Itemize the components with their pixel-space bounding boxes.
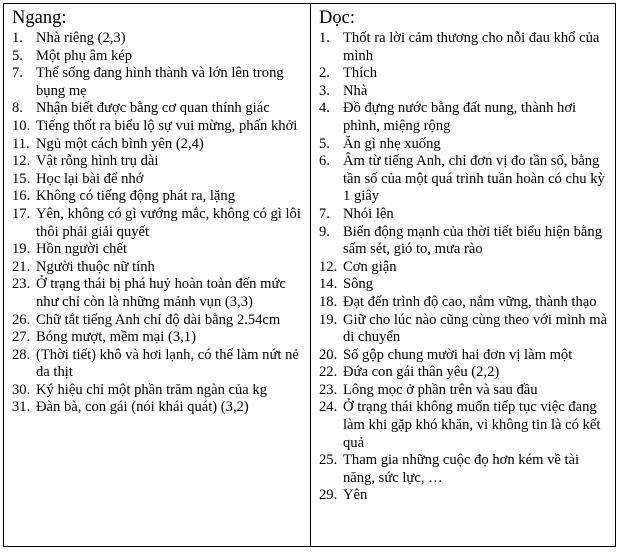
clue-item — [319, 399, 609, 452]
clue-item — [12, 171, 304, 189]
clue-item — [319, 224, 609, 259]
clue-item — [319, 259, 609, 277]
clue-number: 17. — [12, 205, 31, 222]
clue-text: Một phụ âm kép — [36, 47, 133, 64]
clue-number: 6. — [319, 153, 330, 170]
clue-text: Đạt đến trình độ cao, nắm vững, thành thạo — [343, 293, 597, 310]
clue-text: Sông — [343, 276, 374, 293]
down-column — [311, 4, 615, 546]
clue-text: Nhà — [343, 82, 368, 99]
clue-number: 22. — [319, 364, 338, 381]
clue-item — [319, 294, 609, 312]
clue-item — [12, 65, 304, 100]
clue-item — [12, 30, 304, 48]
clue-item — [12, 100, 304, 118]
clue-item — [319, 65, 609, 83]
clue-item — [319, 382, 609, 400]
clue-item — [12, 399, 304, 417]
clue-text: Tham gia những cuộc đọ hơn kém về tài năng, sức lực, … — [343, 452, 580, 486]
clue-text: Nhà riêng (2,3) — [36, 30, 126, 46]
clue-text: Thích — [343, 65, 378, 82]
clue-number: 19. — [319, 311, 338, 328]
clue-number: 7. — [12, 65, 23, 82]
clue-text: Ở trạng thái không muốn tiếp tục việc đang làm khi gặp khó khăn, vì không tin là có kết quả — [343, 399, 601, 451]
clue-item — [12, 136, 304, 154]
clue-item — [319, 153, 609, 206]
clue-number: 14. — [319, 276, 338, 293]
clue-text: Âm từ tiếng Anh, chỉ đơn vị đo tần số, bằng tần số của một quá trình tuần hoàn có chu kỳ 1 giây — [343, 153, 605, 205]
clue-text: Người thuộc nữ tính — [36, 258, 155, 275]
clue-text: Ăn gì nhẹ xuống — [343, 135, 441, 152]
clue-number: 7. — [319, 205, 330, 222]
clue-number: 11. — [12, 135, 30, 152]
clue-text: Vật rỗng hình trụ dài — [36, 153, 159, 170]
clue-item — [319, 206, 609, 224]
clue-item — [12, 382, 304, 400]
clue-item — [319, 276, 609, 294]
clue-text: Lông mọc ở phần trên và sau đầu — [343, 381, 538, 398]
clue-text: Nhói lên — [343, 205, 394, 222]
clue-item — [12, 206, 304, 241]
clue-text: Đồ đựng nước bằng đất nung, thành hơi phình, miệng rộng — [343, 100, 577, 134]
clue-number: 12. — [12, 153, 31, 170]
clue-number: 30. — [12, 381, 31, 398]
clue-item — [12, 312, 304, 330]
clue-item — [319, 487, 609, 505]
clue-text: Bóng mượt, mềm mại (3,1) — [36, 329, 196, 346]
across-clue-list — [12, 30, 304, 417]
clue-number: 10. — [12, 117, 31, 134]
clue-number: 27. — [12, 329, 31, 346]
clue-number: 3. — [319, 82, 330, 99]
clue-number: 25. — [319, 452, 338, 469]
clue-number: 18. — [319, 293, 338, 310]
clue-text: Cơn giận — [343, 258, 397, 275]
clue-number: 2. — [319, 65, 330, 82]
clue-item — [12, 118, 304, 136]
clue-number: 19. — [12, 241, 31, 258]
clue-text: Đứa con gái thân yêu (2,2) — [343, 364, 500, 381]
clue-text: Ở trạng thái bị phá huỷ hoàn toàn đến mức như chỉ còn là những mảnh vụn (3,3) — [36, 276, 286, 310]
clue-item — [12, 241, 304, 259]
clue-item — [12, 259, 304, 277]
clue-text: Giữ cho lúc nào cũng cùng theo với mình mà di chuyển — [343, 311, 608, 346]
clue-number: 28. — [12, 346, 31, 363]
clue-number: 16. — [12, 188, 31, 205]
clue-text: Chữ tắt tiếng Anh chỉ độ dài bằng 2.54cm — [36, 311, 281, 328]
clue-number: 9. — [319, 223, 330, 240]
clue-number: 21. — [12, 258, 31, 275]
clue-text: Biến động mạnh của thời tiết biểu hiện bằng sấm sét, gió to, mưa rào — [343, 223, 602, 258]
clue-number: 5. — [319, 135, 330, 152]
clue-number: 8. — [12, 100, 23, 117]
clue-text: Yên, không có gì vướng mắc, không có gì lôi thôi phải giải quyết — [36, 205, 301, 240]
clue-number: 1. — [319, 30, 330, 46]
clue-text: Đàn bà, con gái (nói khái quát) (3,2) — [36, 399, 249, 416]
clue-number: 23. — [12, 276, 31, 293]
clue-number: 29. — [319, 487, 338, 504]
clue-text: Yên — [343, 487, 368, 504]
clue-text: Số gộp chung mười hai đơn vị làm một — [343, 346, 573, 363]
clue-number: 12. — [319, 258, 338, 275]
clue-text: (Thời tiết) khô và hơi lạnh, có thể làm nứt nẻ da thịt — [36, 346, 299, 381]
clue-item — [319, 100, 609, 135]
clue-text: Ký hiệu chỉ một phần trăm ngàn của kg — [36, 381, 268, 398]
clue-number: 15. — [12, 170, 31, 187]
clue-number: 1. — [12, 30, 23, 46]
clue-item — [12, 347, 304, 382]
down-heading: Dọc: — [319, 8, 355, 28]
clue-table — [3, 3, 616, 547]
clue-item — [319, 312, 609, 347]
clue-number: 24. — [319, 399, 338, 416]
clue-item — [12, 153, 304, 171]
clue-item — [319, 452, 609, 487]
clue-text: Thốt ra lời cảm thương cho nỗi đau khổ của mình — [343, 30, 600, 64]
clue-item — [12, 329, 304, 347]
clue-text: Tiếng thốt ra biểu lộ sự vui mừng, phấn khởi — [36, 117, 298, 134]
clue-item — [12, 48, 304, 66]
clue-item — [319, 347, 609, 365]
across-heading: Ngang: — [12, 8, 67, 28]
clue-text: Không có tiếng động phát ra, lặng — [36, 188, 235, 205]
clue-item — [319, 136, 609, 154]
clue-text: Ngủ một cách bình yên (2,4) — [36, 135, 204, 152]
clue-text: Học lại bài để nhớ — [36, 170, 144, 187]
clue-item — [12, 276, 304, 311]
clue-text: Hồn người chết — [36, 241, 128, 258]
clue-number: 31. — [12, 399, 31, 416]
clue-item — [319, 30, 609, 65]
clue-number: 26. — [12, 311, 31, 328]
clue-item — [319, 364, 609, 382]
clue-number: 4. — [319, 100, 330, 117]
clue-number: 20. — [319, 346, 338, 363]
clue-text: Thể sống đang hình thành và lớn lên trong bụng mẹ — [36, 65, 284, 99]
clue-number: 23. — [319, 381, 338, 398]
clue-item — [319, 83, 609, 101]
clue-item — [12, 188, 304, 206]
clue-text: Nhận biết được bằng cơ quan thính giác — [36, 100, 270, 117]
across-column — [4, 4, 311, 546]
clue-number: 5. — [12, 47, 23, 64]
down-clue-list — [319, 30, 609, 505]
